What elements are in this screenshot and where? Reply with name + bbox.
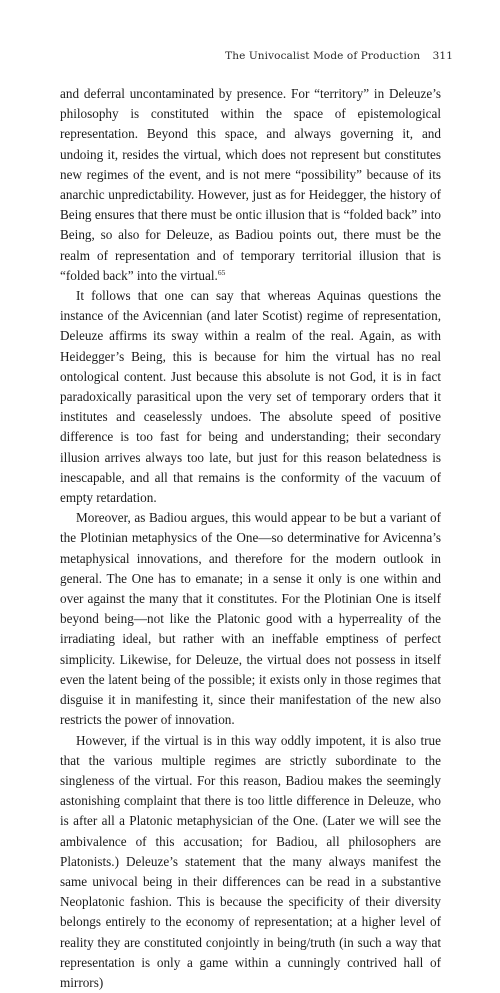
paragraph-1-text: and deferral uncontaminated by presence. For “territory” in Deleuze’s philosophy is constituted within the space of epistemological representation. Beyond this space, and always governing it, and undoing it, resides the virtual, which does not represent but constitutes new regimes of the event, and is not mere “possibility” because of its anarchic unpredictability. However, just as for Heidegger, the history of Being ensures that there must be ontic illusion that is “folded back” into Being, so also for Deleuze, as Badiou points out, there must be the realm of representation and of temporary territorial illusion that is “folded back” into the virtual.: [60, 86, 441, 283]
running-head-title: The Univocalist Mode of Production: [225, 50, 420, 62]
paragraph-1: [60, 84, 441, 286]
paragraph-3: Moreover, as Badiou argues, this would appear to be but a variant of the Plotinian metaphysics of the One—so determinative for Avicenna’s metaphysical innovations, and therefore for the modern outlook in general. The One has to emanate; in a sense it only is one within and over against the many that it constitutes. For the Plotinian One is itself beyond being—not like the Platonic good with a hyperreality of the irradiating ideal, but rather with an ineffable emptiness of perfect simplicity. Likewise, for Deleuze, the virtual does not possess in itself even the latent being of the possible; it exists only in those regimes that disguise it in manifesting it, since their manifestation of the new also restricts the power of innovation.: [60, 508, 441, 730]
running-head: [225, 50, 453, 62]
paragraph-4: However, if the virtual is in this way oddly impotent, it is also true that the various multiple regimes are strictly subordinate to the singleness of the virtual. For this reason, Badiou makes the seemingly astonishing complaint that there is too little difference in Deleuze, who is after all a Platonic metaphysician of the One. (Later we will see the ambivalence of this accusation; for Badiou, all philosophers are Platonists.) Deleuze’s statement that the many always manifest the same univocal being in their differences can be read in a substantive Neoplatonic fashion. This is because the specificity of their diversity belongs entirely to the economy of representation; at a higher level of reality they are constituted conjointly in being/truth (in such a way that representation is only a game within a cunningly contrived hall of mirrors): [60, 731, 441, 993]
paragraph-2: It follows that one can say that whereas Aquinas questions the instance of the Avicennian (and later Scotist) regime of representation, Deleuze affirms its sway within a realm of the real. Again, as with Heidegger’s Being, this is because for him the virtual has no real ontological content. Just because this absolute is not God, it is in fact paradoxically parasitical upon the very set of temporary orders that it institutes and ceaselessly undoes. The absolute speed of positive difference is too fast for being and understanding; their secondary illusion arrives always too late, but just for this reason belatedness is inescapable, and all that remains is the conformity of the vacuum of empty retardation.: [60, 286, 441, 508]
footnote-ref[interactable]: 65: [218, 268, 226, 277]
page-number: 311: [433, 50, 453, 62]
body-text: [60, 84, 441, 993]
